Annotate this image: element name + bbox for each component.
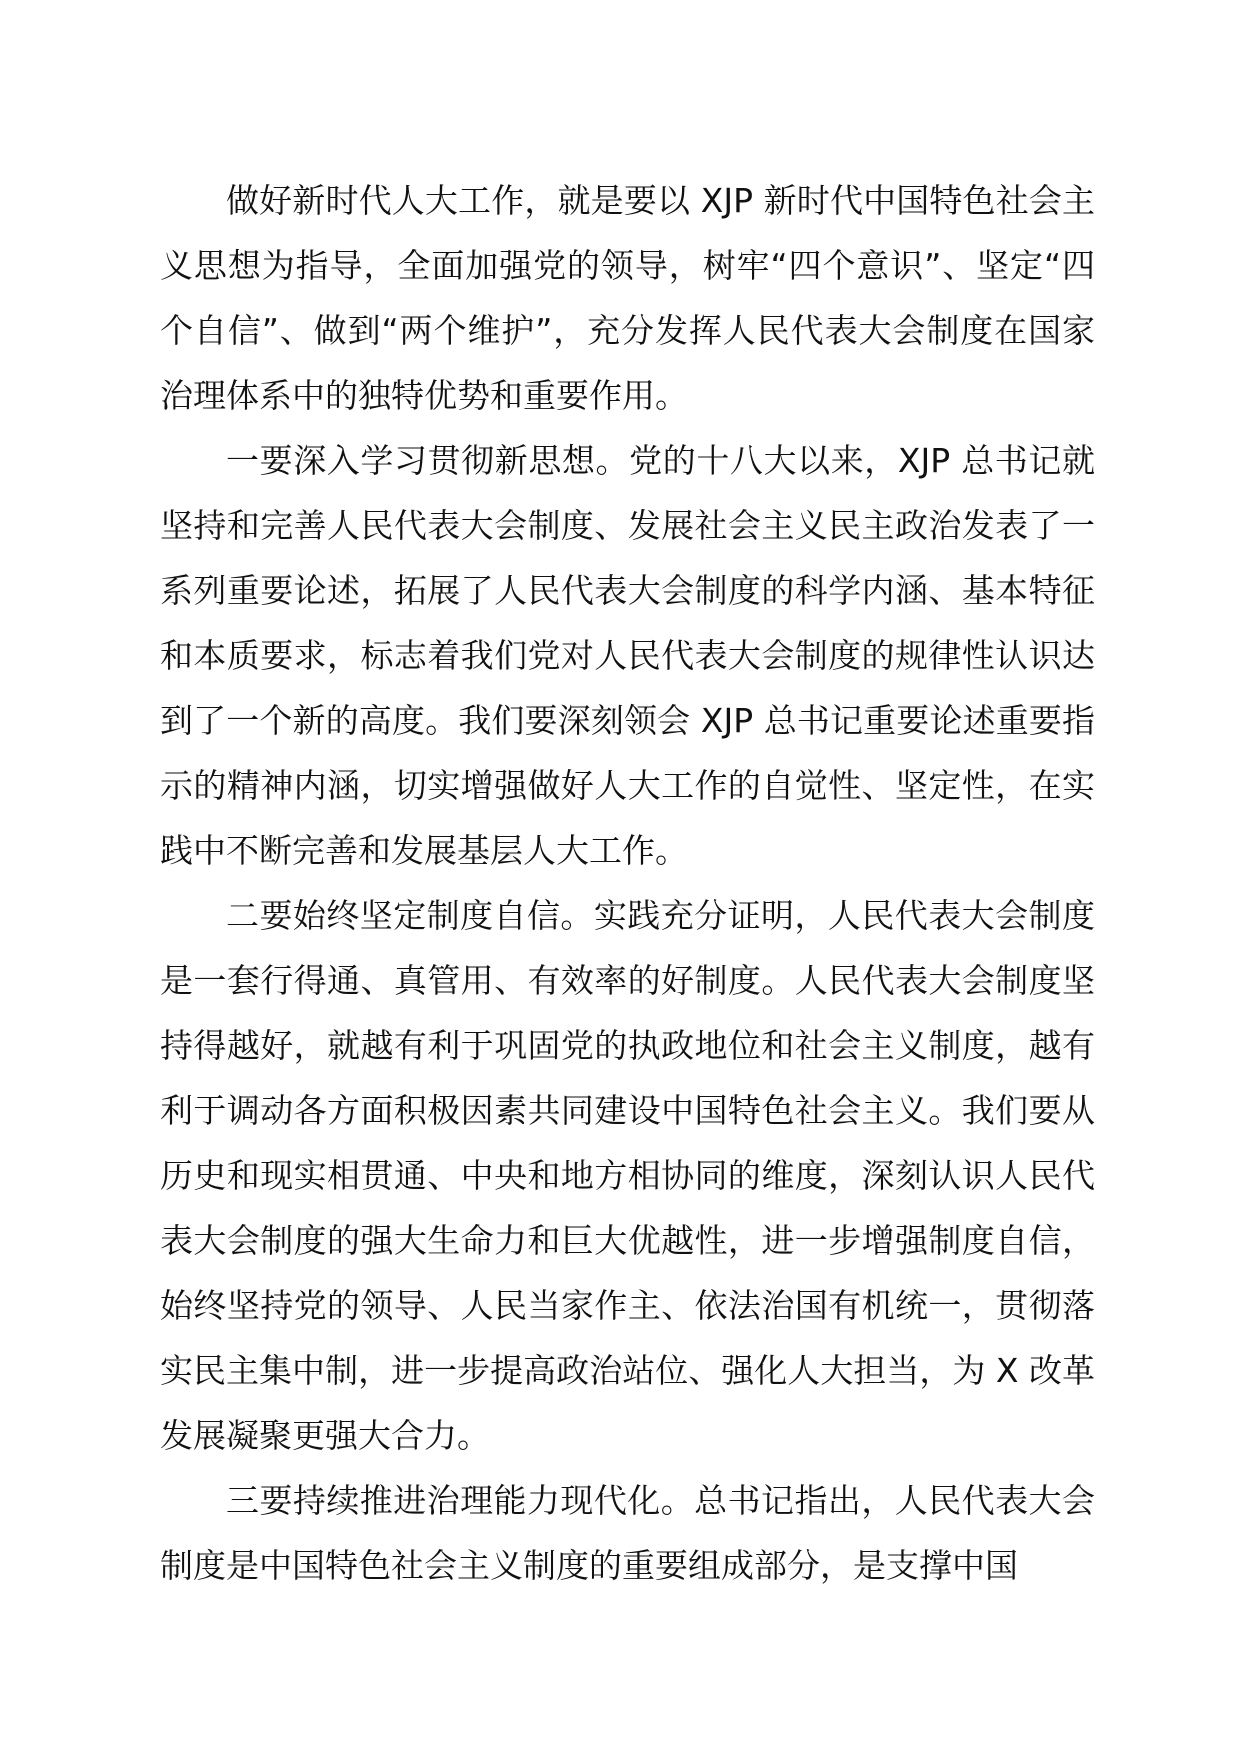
paragraph-point-two: 二要始终坚定制度自信。实践充分证明，人民代表大会制度是一套行得通、真管用、有效率的好制度。人民代表大会制度坚持得越好，就越有利于巩固党的执政地位和社会主义制度，越有利于调动各方面积极因素共同建设中国特色社会主义。我们要从历史和现实相贯通、中央和地方相协同的维度，深刻认识人民代表大会制度的强大生命力和巨大优越性，进一步增强制度自信，始终坚持党的领导、人民当家作主、依法治国有机统一，贯彻落实民主集中制，进一步提高政治站位、强化人大担当，为 X 改革发展凝聚更强大合力。 [160, 896, 1095, 1455]
paragraph-point-one: 一要深入学习贯彻新思想。党的十八大以来，XJP 总书记就坚持和完善人民代表大会制度、发展社会主义民主政治发表了一系列重要论述，拓展了人民代表大会制度的科学内涵、基本特征和本质要求，标志着我们党对人民代表大会制度的规律性认识达到了一个新的高度。我们要深刻领会 XJP 总书记重要论述重要指示的精神内涵，切实增强做好人大工作的自觉性、坚定性，在实践中不断完善和发展基层人大工作。 [160, 441, 1095, 870]
paragraph-point-three: 三要持续推进治理能力现代化。总书记指出，人民代表大会制度是中国特色社会主义制度的重要组成部分，是支撑中国 [160, 1481, 1095, 1585]
document-body [160, 168, 1095, 1598]
paragraph-intro: 做好新时代人大工作，就是要以 XJP 新时代中国特色社会主义思想为指导，全面加强党的领导，树牢“四个意识”、坚定“四个自信”、做到“两个维护”，充分发挥人民代表大会制度在国家治理体系中的独特优势和重要作用。 [160, 181, 1095, 415]
